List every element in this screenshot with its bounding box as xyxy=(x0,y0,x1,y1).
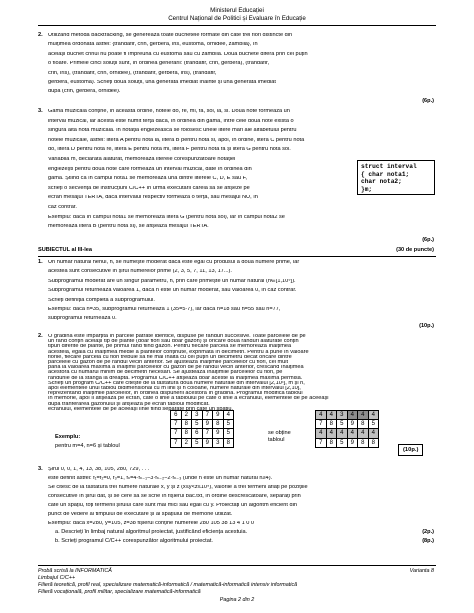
s3q2-line: tipuri diferite de plante, pe primul rând fiind gazon. Pentru fiecare parcelă se memorează înălțimea xyxy=(48,344,292,350)
subject3-points: (30 de puncte) xyxy=(396,247,434,253)
s3q3-line: Exemplu: dacă x=280, y=105, z=38 fișierul conține numerele 280 105 38 13 4 1 0 0 xyxy=(48,521,255,526)
output-table xyxy=(315,410,379,448)
table-cell: 4 xyxy=(347,429,358,438)
table-cell: 5 xyxy=(192,438,203,447)
footer-subject: Probă scrisă la INFORMATICĂ xyxy=(38,568,112,574)
table-cell: 5 xyxy=(223,420,234,429)
s3q2-number: 2. xyxy=(38,333,43,339)
q2-line: gerbera, eustoma). Scrieți două soluții, una generată imediat înainte și una generată imediat xyxy=(48,80,276,85)
table-cell: 4 xyxy=(316,429,327,438)
q3-line: caz contrar. xyxy=(48,205,77,210)
table-cell: 7 xyxy=(202,411,213,420)
q2-line: crin, iris), (trandafir, crin, orhidee), (trandafir, gerbera, iris), (trandafir, xyxy=(48,70,217,76)
table-cell: 8 xyxy=(358,420,369,429)
table-cell: 4 xyxy=(358,411,369,420)
q3-line: singură altă notă muzicală. În notația englezească se folosesc unele litere mari ale alfabetului pentru xyxy=(48,128,297,134)
s3q3-line: Se citesc de la tastatură trei numere naturale x, y și z (x≤y<z≤10⁹), valorile a trei termeni aflați pe pozițiile xyxy=(48,485,308,490)
q3-number: 3. xyxy=(38,108,43,114)
example-label: Exemplu: xyxy=(55,434,81,440)
footer-variant: Varianta 8 xyxy=(409,568,434,574)
s3q3-line: Șirul 0, 0, 1, 4, 13, 38, 105, 280, 729, . . . xyxy=(48,467,150,472)
center-title: Centrul Național de Politici și Evaluare în Educație xyxy=(168,15,306,22)
s3q2-line: în memorie, apoi îl afișează pe ecran, câte o linie a tabloului pe câte o linie a ecranului, elementele de pe aceeași xyxy=(48,396,329,402)
s3q3-line: este definit astfel: f₁=f₂=0, f₃=1, fₙ=4·fₙ₋₁−3·fₙ₋₂−2·fₙ₋₃ (unde n este un număr natural n≥4). xyxy=(48,476,273,481)
table-cell: 6 xyxy=(192,429,203,438)
subject3-title: SUBIECTUL al III-lea xyxy=(38,247,92,253)
example-text: pentru m=4, n=6 și tabloul xyxy=(55,443,120,449)
q3-line: Exemplu: dacă în câmpul nota1 se memorează litera G (pentru nota sol), iar în câmpul nota2 se xyxy=(48,214,285,220)
struct-code-line: char nota2; xyxy=(361,178,402,185)
table-cell: 5 xyxy=(192,420,203,429)
footer-track-1: Filieră teoretică, profil real, specializare matematică-informatică / matematică-informatică intensiv informatică xyxy=(38,582,298,588)
struct-code-line: }m; xyxy=(361,185,373,193)
s3q2-points: (10p.) xyxy=(398,444,423,456)
s3q2-line: apoi elementele unui tablou bidimensional cu m linii și n coloane, numere naturale din intervalul [2,10], xyxy=(48,386,301,391)
q3-points: (6p.) xyxy=(422,237,434,243)
s3q1-line: subprogramul returnează 0. xyxy=(48,316,117,322)
table-cell: 9 xyxy=(347,438,358,447)
s3q1-line: Subprogramul moderat are un singur parametru, n, prin care primește un număr natural (n∈[1,10⁹]). xyxy=(48,278,296,284)
ministry-title: Ministerul Educației xyxy=(210,7,264,14)
table-row xyxy=(316,438,379,447)
q2-line: Utilizând metoda backtracking, se generează toate buchetele formate din câte trei flori distincte din xyxy=(48,33,293,38)
table-cell: 7 xyxy=(171,420,182,429)
s3q2-line: până la valoarea maximă a înălțimii parcelelor cu gazon de pe rândul vecin anterior, crescând înălțimea xyxy=(48,365,304,371)
q3-line: Gama muzicală conține, în această ordine, notele do, re, mi, fa, sol, la, si. Două note formează un xyxy=(48,109,290,114)
footer-track-2: Filieră vocațională, profil militar, specializare matematică-informatică xyxy=(38,589,201,595)
struct-code-line: { char nota1; xyxy=(361,170,410,178)
table-cell: 6 xyxy=(171,411,182,420)
s3q3-line: punct de vedere al timpului de executare și al spațiului de memorie utilizat. xyxy=(48,512,233,517)
table-cell: 4 xyxy=(316,411,327,420)
table-row xyxy=(171,411,234,420)
s3q2-line: reprezentând înălțimile parcelelor, în ordinea dispunerii acestora în grădină. Programul modifică tabloul xyxy=(48,391,303,397)
q2-line: o floare. Primele cinci soluții sunt, în ordinea generării: (trandafir, crin, gerbera), (trandafir, xyxy=(48,61,270,67)
q3-line: memorează litera B (pentru nota si), se afișează mesajul TERTA. xyxy=(48,224,209,230)
table-cell: 8 xyxy=(368,438,379,447)
table-cell: 9 xyxy=(213,429,224,438)
s3q2-line: O grădină este împărțită în parcele pătrate identice, dispuse pe rânduri succesive. Toate parcelele de pe xyxy=(48,334,306,339)
q2-number: 2. xyxy=(38,32,43,38)
table-cell: 8 xyxy=(326,438,337,447)
table-cell: 5 xyxy=(223,429,234,438)
table-cell: 4 xyxy=(347,411,358,420)
s3q1-line: acestea sunt consecutive în șirul numerelor prime (2, 3, 5, 7, 11, 13, 17...). xyxy=(48,269,232,275)
q3-line: do, litera D pentru nota re, litera E pentru nota mi, litera F pentru nota fa și litera G pentru nota sol. xyxy=(48,147,291,153)
table-cell: 9 xyxy=(202,438,213,447)
table-row xyxy=(171,420,234,429)
table-cell: 2 xyxy=(181,411,192,420)
table-cell: 8 xyxy=(326,420,337,429)
table-cell: 4 xyxy=(358,429,369,438)
s3q2-line: Scrieți un program C/C++ care citește de la tastatură două numere naturale din intervalul [2,10²], m și n, xyxy=(48,380,305,386)
s3q3-sub-a: a. Descrieți în limbaj natural algoritmul proiectat, justificând eficiența acestuia. xyxy=(55,529,248,535)
s3q3-sub-b: b. Scrieți programul C/C++ corespunzător algoritmului proiectat. xyxy=(55,538,213,544)
s3q1-line: Subprogramul returnează valoarea 1, dacă n este un număr moderat, sau valoarea 0, în caz contrar. xyxy=(48,288,297,294)
table-cell: 8 xyxy=(181,429,192,438)
table-cell: 7 xyxy=(316,438,327,447)
q3-line: ecran mesajul TERTA, dacă intervalul respectiv formează o terță, sau mesajul NU, în xyxy=(48,195,258,201)
s3q2-line: acesteia, egală cu înălțimea medie a plantelor conținute, exprimată în decimetri. Pentru a pune în valoare xyxy=(48,349,309,355)
s3q3-sub-b-points: (8p.) xyxy=(422,538,434,544)
s3q2-line: după tranferarea gazonului și afișează pe ecran tabloul modificat. xyxy=(48,401,210,407)
table-cell: 7 xyxy=(202,429,213,438)
subject3-rule xyxy=(38,256,436,257)
table-cell: 9 xyxy=(202,420,213,429)
table-cell: 5 xyxy=(337,420,348,429)
q3-line: gamă. Știind că în câmpul nota1 se memorează una dintre literele C, D, E sau F, xyxy=(48,176,247,182)
table-row xyxy=(316,411,379,420)
table-cell: 3 xyxy=(213,438,224,447)
s3q1-line: Exemplu: dacă n=35, subprogramul returnează 1 (35=5·7), iar dacă n=18 sau n=55 sau n=77, xyxy=(48,307,281,312)
obtain-label: se obține tabloul xyxy=(268,430,291,443)
footer-language: Limbajul C/C++ xyxy=(38,575,76,581)
q2-points: (6p.) xyxy=(422,98,434,104)
table-cell: 3 xyxy=(192,411,203,420)
table-cell: 5 xyxy=(337,438,348,447)
struct-code-box xyxy=(357,160,435,195)
s3q2-line: rândurile de la stânga la dreapta. Programul C/C++ afișează doar aceste la înălțimea maximă permisă. xyxy=(48,375,303,381)
table-cell: 4 xyxy=(368,411,379,420)
table-cell: 4 xyxy=(326,411,337,420)
struct-code-line: struct interval xyxy=(361,163,417,170)
s3q2-line: acestora cu numărul minim de decimetri necesari. Se ajustează înălțimile parcelelor cu flori, pe xyxy=(48,370,283,376)
table-cell: 7 xyxy=(171,438,182,447)
table-cell: 9 xyxy=(213,411,224,420)
q2-line: mulțimea ordonată astfel: {trandafir, crin, gerbera, iris, eustoma, orhidee, zambilă}, în xyxy=(48,42,258,48)
table-cell: 8 xyxy=(181,420,192,429)
table-cell: 9 xyxy=(347,420,358,429)
s3q3-line: câte un spațiu, toți termenii șirului care sunt mai mici sau egali cu y. Proiectați un algoritm eficient din xyxy=(48,503,297,508)
s3q1-points: (10p.) xyxy=(419,323,434,329)
table-row xyxy=(171,429,234,438)
q3-line: Variabila m, declarată alăturat, memorează literele corespunzătoare notației xyxy=(48,157,236,162)
table-cell: 8 xyxy=(358,438,369,447)
s3q3-line: consecutive în șirul dat, și se cere să se scrie în fișierul bac.txt, în ordine descrescătoare, separați prin xyxy=(48,494,301,499)
table-row xyxy=(171,438,234,447)
table-cell: 8 xyxy=(223,438,234,447)
q2-line: același buchet crinul nu poate fi împreună cu eustoma sau cu zambila. Două buchete diferă prin cel puțin xyxy=(48,51,308,57)
table-cell: 5 xyxy=(368,420,379,429)
table-cell: 4 xyxy=(368,429,379,438)
q3-line: scrieți o secvență de instrucțiuni C/C++ în urma executării căreia să se afișeze pe xyxy=(48,185,250,191)
footer-rule xyxy=(38,565,436,566)
input-table xyxy=(170,410,234,448)
q3-line: englezești pentru două note care formează un interval muzical, date în ordinea din xyxy=(48,166,252,172)
table-row xyxy=(316,420,379,429)
table-cell: 4 xyxy=(326,429,337,438)
s3q3-sub-a-points: (2p.) xyxy=(422,529,434,535)
table-cell: 7 xyxy=(171,429,182,438)
s3q2-line: parcelele cu gazon de pe rândul vecin anterior. Se ajustează înălțimile parcelelor cu flori, cel mult xyxy=(48,360,289,365)
s3q1-number: 1. xyxy=(38,259,43,265)
s3q1-line: Scrieți definiția completă a subprogramului. xyxy=(48,297,155,303)
table-cell: 7 xyxy=(316,420,327,429)
table-cell: 4 xyxy=(337,429,348,438)
header-rule xyxy=(38,25,436,26)
table-cell: 3 xyxy=(337,411,348,420)
page-number: Pagina 2 din 2 xyxy=(219,597,255,603)
s3q1-line: Un număr natural nenul, n, se numește moderat dacă este egal cu produsul a două numere prime, iar xyxy=(48,260,300,265)
s3q2-line: florile, fiecare parcelă cu flori trebuie să fie mai înaltă cu cel puțin un decimetru decât oricare dintre xyxy=(48,354,292,360)
q2-line: după (crin, gerbera, orhidee). xyxy=(48,89,121,95)
table-cell: 8 xyxy=(213,420,224,429)
s3q3-number: 3. xyxy=(38,466,43,472)
table-cell: 4 xyxy=(223,411,234,420)
s3q2-line: un rând conțin același tip de plante (doar flori sau doar gazon) și oricare două rânduri alăturate conțin xyxy=(48,339,299,345)
q3-line: notele muzicale, astfel: litera A pentru nota la, litera B pentru nota si, apoi, în ordine, litera C pentru nota xyxy=(48,137,305,143)
q3-line: interval muzical, iar acesta este numit terță dacă, în ordinea din gamă, între cele două note există o xyxy=(48,118,294,124)
table-cell: 2 xyxy=(181,438,192,447)
table-row xyxy=(316,429,379,438)
s3q2-line: ecranului, elementele de pe aceeași linie fiind separate prin câte un spațiu. xyxy=(48,406,234,412)
